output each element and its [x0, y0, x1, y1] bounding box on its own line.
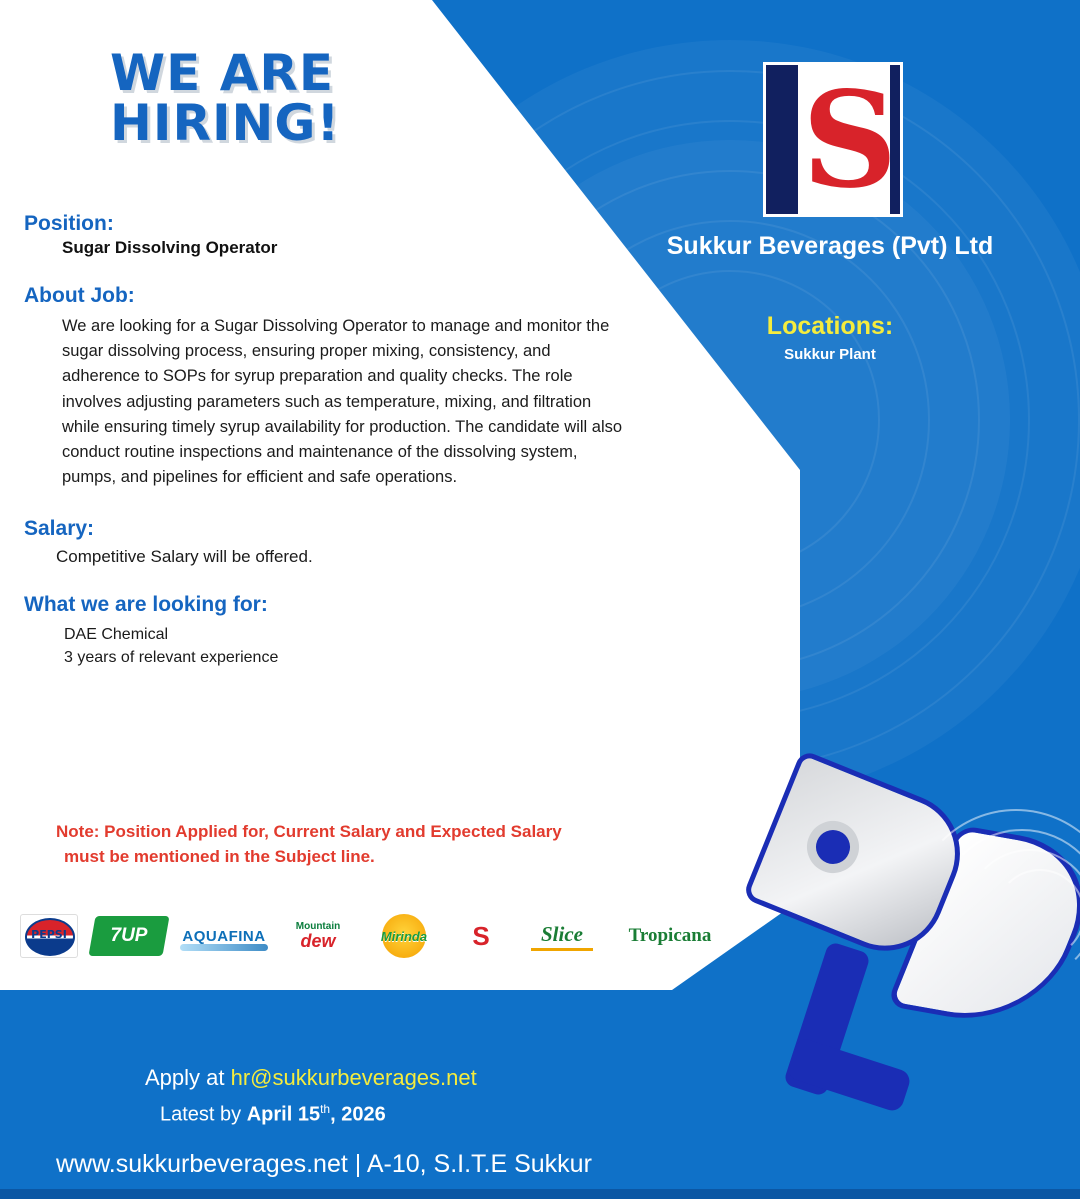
requirement-item: 3 years of relevant experience [64, 648, 279, 666]
tropicana-logo-text: Tropicana [628, 925, 712, 946]
about-block [24, 284, 634, 491]
company-name: Sukkur Beverages (Pvt) Ltd [666, 232, 994, 260]
sevenup-logo-text: 7UP [110, 925, 148, 946]
website-address[interactable]: www.sukkurbeverages.net | A-10, S.I.T.E Sukkur [56, 1150, 592, 1178]
deadline-year: , 2026 [330, 1104, 386, 1126]
apply-line [145, 1065, 477, 1091]
aquafina-logo-text: AQUAFINA [182, 927, 266, 945]
position-label: Position: [24, 212, 114, 235]
deadline-date-suffix: th [320, 1102, 331, 1117]
pepsi-logo [20, 913, 78, 959]
job-details [24, 212, 634, 695]
salary-block [24, 517, 634, 567]
locations-label: Locations: [766, 312, 894, 340]
sting-logo-text: S [472, 920, 490, 951]
sting-logo [454, 913, 508, 959]
salary-label: Salary: [24, 516, 95, 540]
pepsi-logo-text: PEPSI [31, 928, 67, 941]
company-logo-letter: S [802, 63, 898, 217]
tropicana-logo [616, 913, 724, 959]
aquafina-logo [180, 913, 268, 959]
slice-logo-text: Slice [541, 921, 583, 946]
mirinda-logo-text: Mirinda [380, 928, 428, 944]
requirements-label: What we are looking for: [24, 592, 268, 616]
subject-line-note [56, 820, 656, 869]
note-line-2: must be mentioned in the Subject line. [64, 846, 375, 866]
mountain-dew-logo-text-top: Mountain [295, 921, 341, 932]
headline-line-1: WE ARE [110, 44, 335, 102]
position-value: Sugar Dissolving Operator [62, 238, 278, 257]
page-title [110, 44, 341, 152]
mountain-dew-logo [282, 913, 354, 959]
note-line-1: Note: Position Applied for, Current Salary and Expected Salary [56, 822, 562, 841]
requirements-block [24, 593, 634, 669]
mountain-dew-logo-text-bottom: dew [300, 931, 336, 951]
about-text: We are looking for a Sugar Dissolving Operator to manage and monitor the sugar dissolving process, ensuring proper mixing, consistency, and adherence to SOPs for syrup preparation and quality checks. The role involves adjusting parameters such as temperature, mixing, and filtration while ensuring timely syrup availability for production. The candidate will also conduct routine inspections and maintenance of the dissolving system, pumps, and pipelines for efficient and safe operations. [62, 317, 623, 487]
sevenup-logo [92, 913, 166, 959]
deadline-line [160, 1102, 386, 1127]
slice-logo [522, 913, 602, 959]
requirement-item: DAE Chemical [64, 625, 169, 643]
apply-email[interactable]: hr@sukkurbeverages.net [230, 1065, 477, 1090]
mirinda-logo [368, 913, 440, 959]
brand-logo-strip [20, 905, 712, 967]
about-label: About Job: [24, 284, 135, 307]
apply-prefix: Apply at [145, 1065, 231, 1090]
salary-value: Competitive Salary will be offered. [56, 546, 313, 566]
headline-line-2: HIRING! [110, 94, 341, 152]
position-block [24, 212, 634, 258]
deadline-prefix: Latest by [160, 1104, 247, 1126]
company-logo [763, 62, 903, 217]
footer-divider [0, 1189, 1080, 1199]
deadline-date: April 15 [246, 1104, 321, 1126]
locations-value: Sukkur Plant [784, 346, 876, 363]
footer [0, 987, 1080, 1199]
